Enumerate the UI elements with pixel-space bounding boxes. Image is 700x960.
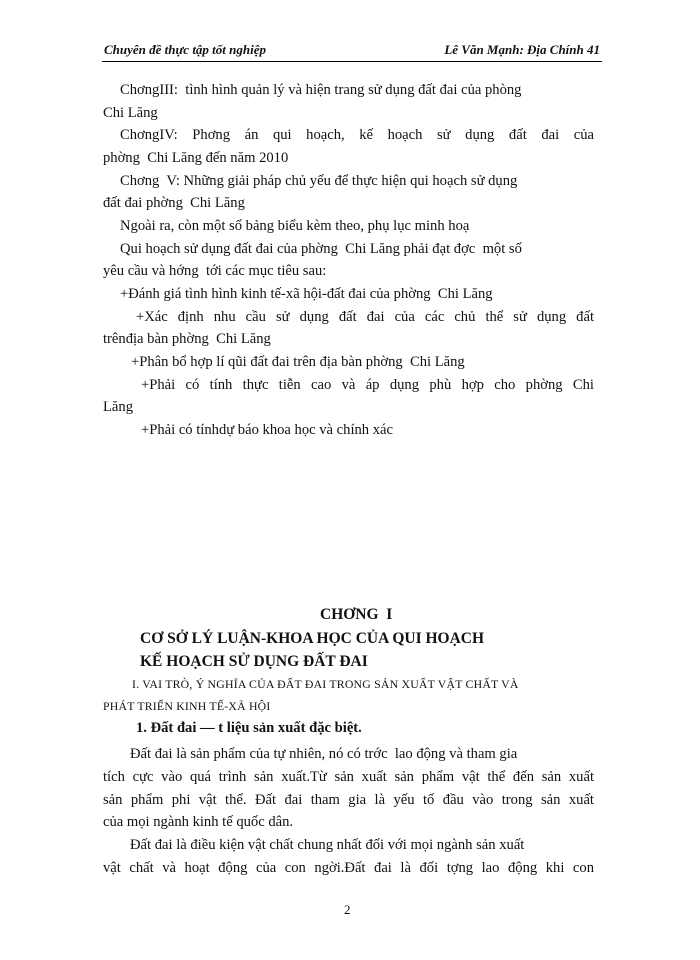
text-line: Ngoài ra, còn một số bảng biểu kèm theo, phụ lục minh hoạ [120, 218, 470, 234]
text-line: phờng Chi Lăng đến năm 2010 [103, 150, 289, 166]
page-header [102, 40, 602, 62]
text-line: ChơngIII: tình hình quản lý và hiện trang sử dụng đất đai của phòng [120, 82, 522, 98]
text-line: sản phẩm phi vật thể. Đất đai tham gia là yếu tố đầu vào trong sản xuất [103, 792, 594, 808]
text-line: +Xác định nhu cầu sử dụng đất đai của các chủ thể sử dụng đất [136, 309, 594, 325]
section-heading-line-1: I. VAI TRÒ, Ý NGHĨA CỦA ĐẤT ĐAI TRONG SẢN XUẤT VẬT CHẤT VÀ [132, 677, 519, 691]
text-line: Đất đai là sản phẩm của tự nhiên, nó có trớc lao động và tham gia [130, 746, 518, 762]
text-line: +Phân bổ hợp lí qũi đất đai trên địa bàn phờng Chi Lăng [131, 354, 465, 370]
text-line: vật chất và hoạt động của con ngời.Đất đai là đối tợng lao động khi con [103, 860, 594, 876]
text-line: +Phải có tính thực tiễn cao và áp dụng phù hợp cho phờng Chi [141, 377, 594, 393]
text-line: trênđịa bàn phờng Chi Lăng [103, 331, 271, 347]
text-line: Đất đai là điều kiện vật chất chung nhất đối với mọi ngành sản xuất [130, 837, 525, 853]
text-line: của mọi ngành kinh tế quốc dân. [103, 814, 294, 830]
chapter-number: CHƠNG I [320, 606, 393, 623]
text-line: +Phải có tínhdự báo khoa học và chính xác [141, 422, 394, 438]
page-number: 2 [344, 902, 351, 917]
section-heading-line-2: PHÁT TRIỂN KINH TẾ-XÃ HỘI [103, 699, 271, 713]
chapter-title-line-2: KẾ HOẠCH SỬ DỤNG ĐẤT ĐAI [140, 653, 368, 670]
text-line: Lăng [103, 399, 133, 415]
text-line: tích cực vào quá trình sản xuất.Từ sản xuất sản phẩm vật thể đến sản xuất [103, 769, 594, 785]
text-line: Chơng V: Những giải pháp chủ yếu để thực hiện qui hoạch sử dụng [120, 173, 518, 189]
text-line: +Đánh giá tình hình kinh tế-xã hội-đất đai của phờng Chi Lăng [120, 286, 493, 302]
text-line: Chi Lăng [103, 105, 158, 121]
text-line: đất đai phờng Chi Lăng [103, 195, 245, 211]
header-left-text: Chuyên đề thực tập tốt nghiệp [104, 42, 266, 57]
header-rule [102, 61, 602, 62]
text-line: ChơngIV: Phơng án qui hoạch, kế hoạch sử dụng đất đai của [120, 127, 594, 143]
subsection-heading: 1. Đất đai — t liệu sản xuất đặc biệt. [136, 720, 362, 736]
chapter-title-line-1: CƠ SỞ LÝ LUẬN-KHOA HỌC CỦA QUI HOẠCH [140, 630, 485, 647]
text-line: Qui hoạch sử dụng đất đai của phờng Chi Lăng phải đạt đợc một số [120, 241, 522, 257]
header-right-text: Lê Văn Mạnh: Địa Chính 41 [444, 42, 600, 57]
text-line: yêu cầu và hớng tới các mục tiêu sau: [103, 263, 327, 279]
